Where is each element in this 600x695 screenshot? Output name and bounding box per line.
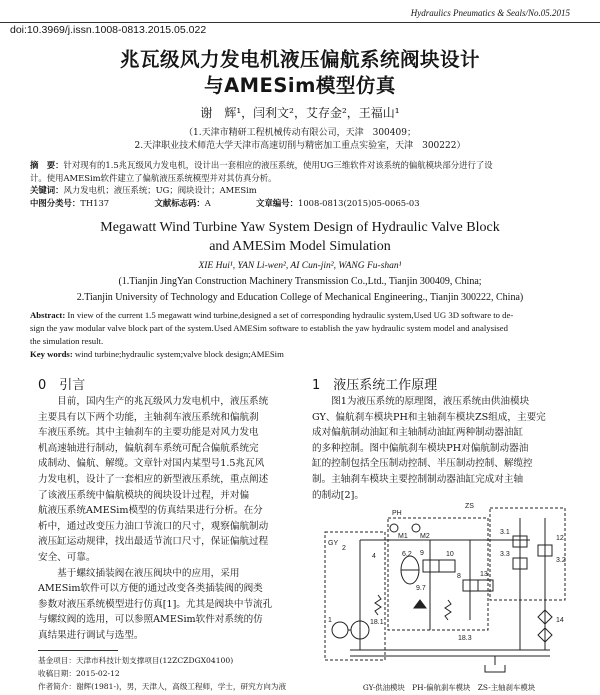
module-gy-boundary <box>325 532 385 660</box>
fig-label: 8 <box>457 573 461 580</box>
section-1-heading: 1 液压系统工作原理 <box>312 378 438 393</box>
fig-label: M1 <box>398 533 408 540</box>
doi: doi:10.3969/j.issn.1008-0813.2015.05.022 <box>10 24 207 36</box>
title-zh-line-1: 兆瓦级风力发电机液压偏航系统阀块设计 <box>119 48 480 71</box>
footnote-divider <box>38 650 118 651</box>
section-0-heading: 0 引言 <box>38 378 86 393</box>
footnote-received: 收稿日期：2015-02-12 <box>38 669 120 678</box>
abstract-zh-line-1: 针对现有的1.5兆瓦级风力发电机，设计出一套相应的液压系统，使用UG三维软件对该系统的偏航模块部分进行了设 <box>63 160 493 170</box>
fig-label: 18.3 <box>458 635 472 642</box>
affiliation-zh-2: 2.天津职业技术师范大学天津市高速切削与精密加工重点实验室，天津 300222） <box>134 141 466 151</box>
authors-zh: 谢 辉¹，闫利文²，艾存金²，王福山¹ <box>200 106 400 120</box>
motor-symbol <box>332 622 348 638</box>
fig-label: 3.1 <box>500 529 510 536</box>
abstract-zh-line-2: 计。使用AMESim软件建立了偏航液压系统模型并对其仿真分析。 <box>30 172 277 183</box>
fig-label: 9 <box>420 550 424 557</box>
fig-label: M2 <box>420 533 430 540</box>
journal-header: Hydraulics Pneumatics & Seals/No.05.2015 <box>410 8 570 18</box>
fig-label: 4 <box>372 553 376 560</box>
class-info: 中图分类号：TH137 文献标志码：A 文章编号：1008-0813(2015)05-0065-03 <box>30 197 420 208</box>
fig-label: PH <box>392 510 402 517</box>
footnote-funding: 基金项目：天津市科技计划支撑项目(12ZCZDGX04100) <box>38 656 234 665</box>
fig-label: 13 <box>480 571 488 578</box>
keywords-zh: 风力发电机；液压系统；UG；阀块设计；AMESim <box>63 185 257 195</box>
section-1-body: 图1为液压系统的原理图，液压系统由供油模块 GY、偏航刹车模块PH和主轴刹车模块ZS组成，主要完 成对偏航制动油缸和主轴制动油缸两种制动器油缸 的多种控制。图中偏航刹车模块PH对偏航制动器油 缸的控制包括全压制动控制、半压制动控制、解缆控 制。主轴刹车模块主要控制制动器油缸完成对主轴 的制动[2]。 <box>312 396 546 501</box>
fig-label: ZS <box>465 503 474 510</box>
keywords-en: wind turbine;hydraulic system;valve block design;AMESim <box>74 349 284 359</box>
fig-label: 18.1 <box>370 619 384 626</box>
fig-label: GY <box>328 540 339 547</box>
fig-label: 10 <box>446 551 454 558</box>
abstract-zh-label: 摘 要： <box>30 160 64 170</box>
abstract-en-line-1: In view of the current 1.5 megawatt wind turbine,designed a set of corresponding hydraulic system,Used UG 3D software to de- <box>67 310 514 320</box>
section-0-body: 目前，国内生产的兆瓦级风力发电机中，液压系统 主要具有以下两个功能，主轴刹车液压系统和偏航刹 车液压系统。其中主轴刹车的主要功能是对风力发电 机高速轴进行制动，偏航刹车系统可配合偏航系统完 成制动、偏航、解缆。文章针对国内某型号1.5兆瓦风 力发电机，设计了一套相应的新型液压系统，重点阐述 了该液压系统中偏航模块的阀块设计过程，并对偏 航液压系统AMESim模型的仿真结果进行分析。在分 析中，通过改变压力油口节流口的尺寸，观察偏航制动 液压缸运动规律，找出最适节流口尺寸，保证偏航过程 安全、可靠。 基于螺纹插装阀在液压阀块中的应用，采用 AMESim软件可以方便的通过改变各类插装阀的阀类 参数对液压系统模型进行仿真[1]。尤其是阀块中节流孔 与螺纹阀的选用，可以参照AMESim软件对系统的仿 真结果进行调试与选型。 <box>38 396 273 641</box>
clc-number: TH137 <box>80 197 110 208</box>
footnote-author: 作者简介：谢辉(1981-)，男，天津人，高级工程师，学士，研究方向为液 <box>38 682 287 691</box>
fig-label: 9.7 <box>416 585 426 592</box>
abstract-en <box>30 309 572 361</box>
fig-label: 14 <box>556 617 564 624</box>
fig-label: 2 <box>342 545 346 552</box>
fig-label: 12 <box>556 535 564 542</box>
article-id: 1008-0813(2015)05-0065-03 <box>298 197 420 208</box>
tank-symbol <box>485 665 505 672</box>
footnotes <box>38 654 286 693</box>
abstract-en-line-3: the simulation result. <box>30 336 104 346</box>
hydraulic-schematic-figure <box>320 500 570 678</box>
abstract-zh <box>30 159 572 209</box>
fig-label: 1 <box>328 617 332 624</box>
affiliation-en-2: 2.Tianjin University of Technology and Education College of Mechanical Engineering., Tianjin 300222, China) <box>76 292 524 303</box>
figure-caption: GY-供油模块 PH-偏航刹车模块 ZS-主轴刹车模块 <box>362 683 536 692</box>
abstract-en-line-2: sign the yaw modular valve block part of the system.Used AMESim software to establish the yaw hydraulic system model and analysised <box>30 323 508 333</box>
title-en-line-2: and AMESim Model Simulation <box>209 239 391 254</box>
fig-label: 3.2 <box>556 557 566 564</box>
affiliation-en-1: (1.Tianjin JingYan Construction Machinery Transmission Co.,Ltd., Tianjin 300409, China; <box>118 276 482 287</box>
keywords-zh-label: 关键词： <box>30 185 64 195</box>
keywords-en-label: Key words: <box>30 349 73 359</box>
abstract-en-label: Abstract: <box>30 310 66 320</box>
doc-code: A <box>204 197 211 208</box>
fig-label: 3.3 <box>500 551 510 558</box>
affiliation-zh-1: （1.天津市精研工程机械传动有限公司，天津 300409； <box>184 128 416 138</box>
title-en-line-1: Megawatt Wind Turbine Yaw System Design of Hydraulic Valve Block <box>100 220 500 235</box>
title-zh-line-2: 与AMESim模型仿真 <box>204 74 396 97</box>
authors-en: XIE Hui¹, YAN Li-wen², AI Cun-jin², WANG Fu-shan¹ <box>198 261 402 271</box>
fig-label: 6.2 <box>402 551 412 558</box>
header-divider <box>0 22 600 23</box>
